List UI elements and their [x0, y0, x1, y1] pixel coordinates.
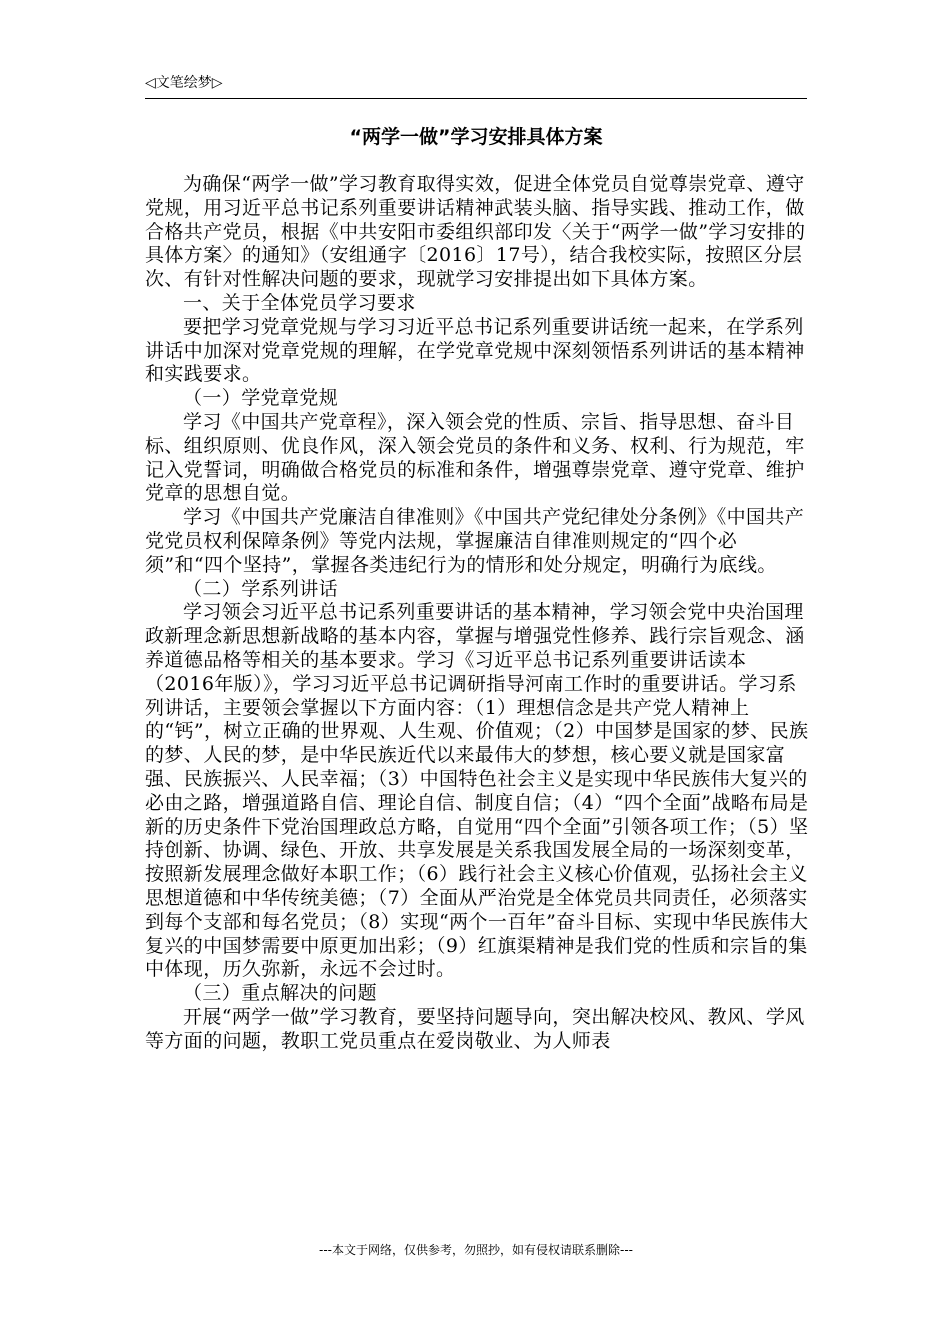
document-title: “两学一做”学习安排具体方案 [349, 126, 603, 148]
subsection-heading-2: （二）学系列讲话 [183, 577, 339, 600]
header-text: ◁文笔绘梦▷ [145, 75, 223, 91]
subsection-heading-3: （三）重点解决的问题 [183, 982, 378, 1005]
paragraph-party-regulations: 学习《中国共产党廉洁自律准则》《中国共产党纪律处分条例》《中国共产党党员权利保障条例》等党内法规，掌握廉洁自律准则规定的“四个必须”和“四个坚持”，掌握各类违纪行为的情形和处分规定，明确行为底线。 [145, 506, 805, 576]
page-footer: ---本文于网络，仅供参考，勿照抄，如有侵权请联系删除--- [319, 1243, 633, 1257]
paragraph-section-1: 要把学习党章党规与学习习近平总书记系列重要讲话统一起来，在学系列讲话中加深对党章党规的理解，在学党章党规中深刻领悟系列讲话的基本精神和实践要求。 [145, 315, 805, 386]
paragraph-key-issues: 开展“两学一做”学习教育，要坚持问题导向，突出解决校风、教风、学风等方面的问题，教职工党员重点在爱岗敬业、为人师表 [145, 1005, 805, 1052]
paragraph-speeches: 学习领会习近平总书记系列重要讲话的基本精神，学习领会党中央治国理政新理念新思想新战略的基本内容，掌握与增强党性修养、践行宗旨观念、涵养道德品格等相关的基本要求。学习《习近平总书记系列重要讲话读本（2016年版）》，学习习近平总书记调研指导河南工作时的重要讲话。学习系列讲话，主要领会掌握以下方面内容：（1）理想信念是共产党人精神上的“钙”，树立正确的世界观、人生观、价值观；（2）中国梦是国家的梦、民族的梦、人民的梦，是中华民族近代以来最伟大的梦想，核心要义就是国家富强、民族振兴、人民幸福；（3）中国特色社会主义是实现中华民族伟大复兴的必由之路，增强道路自信、理论自信、制度自信；（4）“四个全面”战略布局是新的历史条件下党治国理政总方略，自觉用“四个全面”引领各项工作；（5）坚持创新、协调、绿色、开放、共享发展是关系我国发展全局的一场深刻变革，按照新发展理念做好本职工作；（6）践行社会主义核心价值观，弘扬社会主义思想道德和中华传统美德；（7）全面从严治党是全体党员共同责任，必须落实到每个支部和每名党员；（8）实现“两个一百年”奋斗目标、实现中华民族伟大复兴的中国梦需要中原更加出彩；（9）红旗渠精神是我们党的性质和宗旨的集中体现，历久弥新，永远不会过时。 [145, 601, 809, 981]
section-heading-1: 一、关于全体党员学习要求 [183, 291, 416, 314]
subsection-heading-1: （一）学党章党规 [183, 387, 339, 410]
paragraph-intro: 为确保“两学一做”学习教育取得实效，促进全体党员自觉尊崇党章、遵守党规，用习近平总书记系列重要讲话精神武装头脑、指导实践、推动工作，做合格共产党员，根据《中共安阳市委组织部印发〈关于“两学一做”学习安排的具体方案〉的通知》（安组通字〔2016〕17号），结合我校实际，按照区分层次、有针对性解决问题的要求，现就学习安排提出如下具体方案。 [145, 173, 806, 291]
document-body [145, 173, 815, 1053]
page-header [145, 72, 807, 99]
paragraph-party-constitution: 学习《中国共产党章程》，深入领会党的性质、宗旨、指导思想、奋斗目标、组织原则、优良作风，深入领会党员的条件和义务、权利、行为规范，牢记入党誓词，明确做合格党员的标准和条件，增强尊崇党章、遵守党章、维护党章的思想自觉。 [145, 410, 805, 505]
